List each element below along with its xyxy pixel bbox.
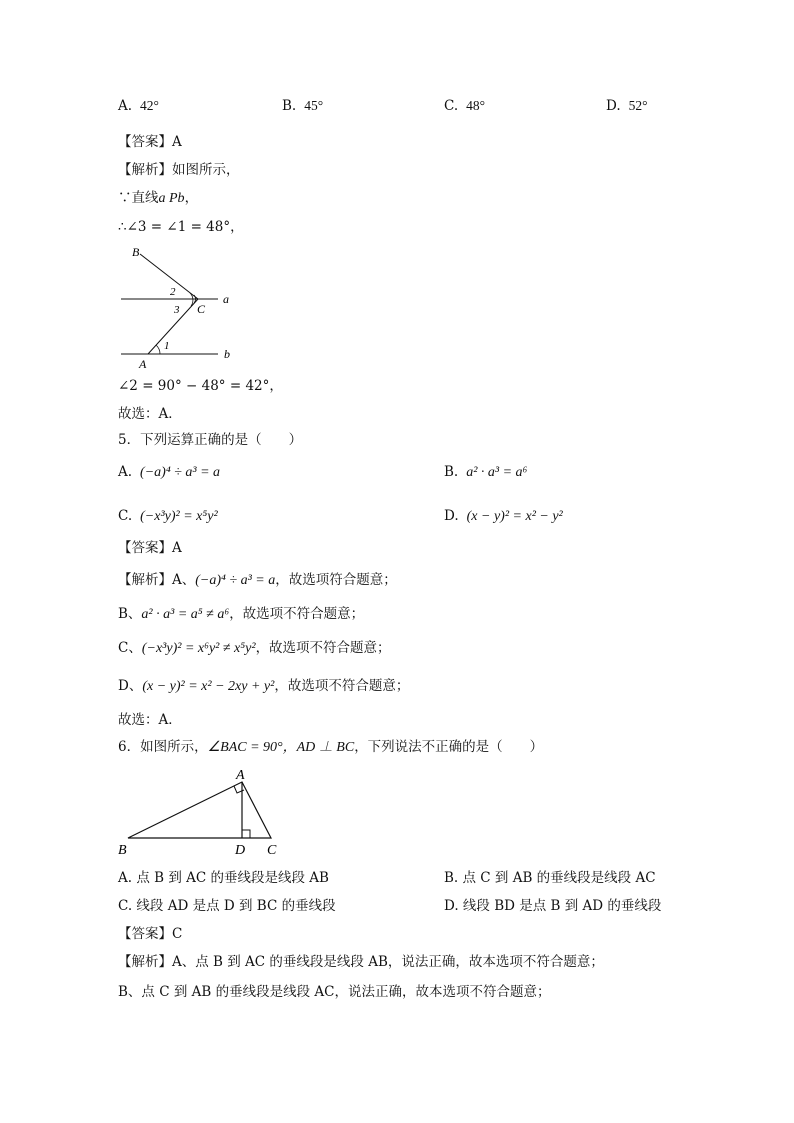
label-b-point: B: [132, 245, 140, 259]
analysis-prefix: B、: [118, 606, 142, 622]
option-label: D.: [444, 508, 459, 524]
option-label: D.: [606, 98, 621, 114]
q5-answer: 【答案】A: [118, 540, 182, 556]
option-value: 48°: [466, 98, 486, 113]
option-value: 52°: [628, 98, 648, 113]
analysis-suffix: ，故选项不符合题意；: [274, 678, 410, 694]
label-d: D: [235, 843, 246, 858]
label-b: B: [118, 843, 127, 858]
stem-suffix: ，下列说法不正确的是（ ）: [354, 739, 544, 755]
because-text: ∵直线: [118, 190, 159, 206]
stem-math: ∠BAC = 90°，AD ⊥ BC: [207, 740, 355, 755]
option-label: A.: [118, 464, 133, 480]
comma: ，: [184, 190, 199, 206]
q6-option-d[interactable]: D. 线段 BD 是点 B 到 AD 的垂线段: [444, 898, 662, 914]
q5-conclusion: 故选：A．: [118, 712, 182, 728]
analysis-expr: (x − y)² = x² − 2xy + y²: [142, 679, 275, 694]
q6-analysis-a: 【解析】A、点 B 到 AC 的垂线段是线段 AB，说法正确，故本选项不符合题意；: [118, 954, 604, 970]
q6-stem: [118, 737, 543, 758]
option-expr: (−a)⁴ ÷ a³ = a: [140, 465, 221, 480]
q5-option-c[interactable]: [118, 506, 218, 527]
q4-option-a[interactable]: [118, 96, 159, 116]
option-value: 42°: [140, 98, 159, 113]
analysis-prefix: C、: [118, 640, 142, 656]
q5-analysis-c: [118, 638, 391, 659]
analysis-text: 如图所示，: [172, 162, 240, 178]
q6-analysis-b: B、点 C 到 AB 的垂线段是线段 AC，说法正确，故本选项不符合题意；: [118, 984, 551, 1000]
analysis-expr: (−a)⁴ ÷ a³ = a: [195, 573, 276, 588]
segment-ca: [148, 299, 198, 354]
q4-option-c[interactable]: [444, 96, 485, 116]
q4-conclusion: 故选：A．: [118, 406, 182, 422]
option-label: C.: [444, 98, 459, 114]
q4-because-line: [118, 188, 198, 209]
label-angle-2: 2: [170, 286, 176, 298]
right-angle-mark-d: [242, 830, 250, 838]
q5-option-a[interactable]: [118, 462, 220, 483]
q5-analysis-a: [118, 570, 397, 591]
because-math: a Pb: [158, 191, 185, 206]
angle-arc-1: [156, 345, 160, 354]
q6-option-b[interactable]: B. 点 C 到 AB 的垂线段是线段 AC: [444, 870, 656, 886]
label-angle-1: 1: [164, 340, 170, 352]
option-expr: (−x³y)² = x⁵y²: [140, 509, 218, 524]
analysis-label: 【解析】: [118, 162, 172, 178]
label-line-a: a: [223, 292, 229, 306]
option-label: B.: [282, 98, 297, 114]
option-expr: a² · a³ = a⁶: [466, 465, 528, 480]
option-label: B.: [444, 464, 459, 480]
q4-result-line: ∠2 = 90° − 48° = 42°，: [118, 378, 283, 394]
q4-option-b[interactable]: [282, 96, 323, 116]
option-label: A.: [118, 98, 133, 114]
q4-analysis-intro: [118, 160, 240, 180]
option-expr: (x − y)² = x² − y²: [466, 509, 563, 524]
q6-option-c[interactable]: C. 线段 AD 是点 D 到 BC 的垂线段: [118, 898, 336, 914]
option-label: C.: [118, 508, 133, 524]
q5-option-d[interactable]: [444, 506, 563, 527]
option-value: 45°: [304, 98, 324, 113]
right-triangle-figure: [116, 762, 286, 858]
analysis-suffix: ，故选项不符合题意；: [229, 606, 365, 622]
segment-bc: [140, 254, 198, 299]
label-line-b: b: [224, 347, 230, 361]
q4-answer: 【答案】A: [118, 134, 182, 150]
label-c: C: [267, 843, 277, 858]
analysis-suffix: ，故选项不符合题意；: [255, 640, 391, 656]
analysis-expr: a² · a³ = a⁵ ≠ a⁶: [141, 607, 230, 622]
analysis-suffix: ，故选项符合题意；: [275, 572, 397, 588]
q6-option-a[interactable]: A. 点 B 到 AC 的垂线段是线段 AB: [118, 870, 329, 886]
q5-analysis-d: [118, 676, 409, 697]
analysis-prefix: 【解析】A、: [118, 572, 196, 588]
q6-answer: 【答案】C: [118, 926, 183, 942]
label-angle-3: 3: [174, 304, 180, 316]
q4-option-d[interactable]: [606, 96, 648, 116]
label-c-point: C: [197, 302, 206, 316]
stem-prefix: 6．如图所示，: [118, 739, 208, 755]
q5-option-b[interactable]: [444, 462, 527, 483]
q5-stem: 5．下列运算正确的是（ ）: [118, 432, 303, 448]
analysis-expr: (−x³y)² = x⁶y² ≠ x⁵y²: [141, 641, 256, 656]
label-a-point: A: [139, 357, 147, 371]
analysis-prefix: D、: [118, 678, 143, 694]
parallel-lines-figure: [118, 242, 248, 372]
label-a: A: [236, 768, 245, 783]
q5-analysis-b: [118, 604, 364, 625]
q4-therefore-line: ∴∠3 = ∠1 = 48°，: [118, 219, 244, 235]
